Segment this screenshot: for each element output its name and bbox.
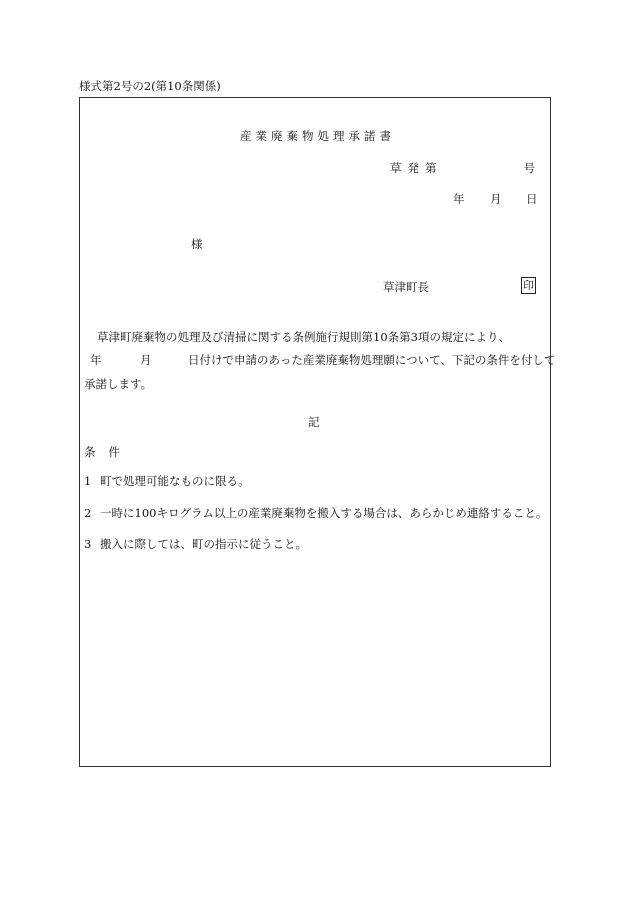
seal-mark: 印 <box>523 279 534 292</box>
condition-item <box>84 474 250 488</box>
condition-text: 町で処理可能なものに限る。 <box>100 474 250 488</box>
condition-item <box>84 506 547 520</box>
body-text-line-3: 承諾します。 <box>84 377 153 391</box>
condition-text: 一時に100キログラム以上の産業廃棄物を搬入する場合は、あらかじめ連絡すること。 <box>100 506 548 520</box>
document-number-prefix: 草発第 <box>390 161 443 175</box>
document-title: 産業廃棄物処理承諾書 <box>240 129 395 143</box>
condition-number: 1 <box>84 474 92 488</box>
document-number <box>390 161 535 175</box>
document-number-suffix: 号 <box>523 161 535 175</box>
condition-item <box>84 537 307 551</box>
form-number-label: 様式第2号の2(第10条関係) <box>79 79 221 93</box>
addressee: 様 <box>191 237 203 251</box>
date-month-label: 月 <box>490 192 502 206</box>
body-text-line-2 <box>90 353 555 367</box>
date-day-label: 日 <box>526 192 538 206</box>
condition-number: 3 <box>84 537 92 551</box>
body-year-label: 年 <box>90 353 102 367</box>
condition-text: 搬入に際しては、町の指示に従うこと。 <box>100 537 307 551</box>
body-text-line-2-rest: 日付けで申請のあった産業廃棄物処理願について、下記の条件を付して <box>188 353 556 367</box>
document-frame <box>79 97 556 767</box>
issuer-name: 草津町長 <box>383 280 429 294</box>
body-text-line-1: 草津町廃棄物の処理及び清掃に関する条例施行規則第10条第3項の規定により、 <box>97 330 510 344</box>
body-month-label: 月 <box>140 353 152 367</box>
condition-number: 2 <box>84 506 92 520</box>
ki-heading: 記 <box>308 415 320 429</box>
issue-date <box>453 192 538 206</box>
conditions-heading: 条件 <box>84 445 133 459</box>
date-year-label: 年 <box>453 192 465 206</box>
